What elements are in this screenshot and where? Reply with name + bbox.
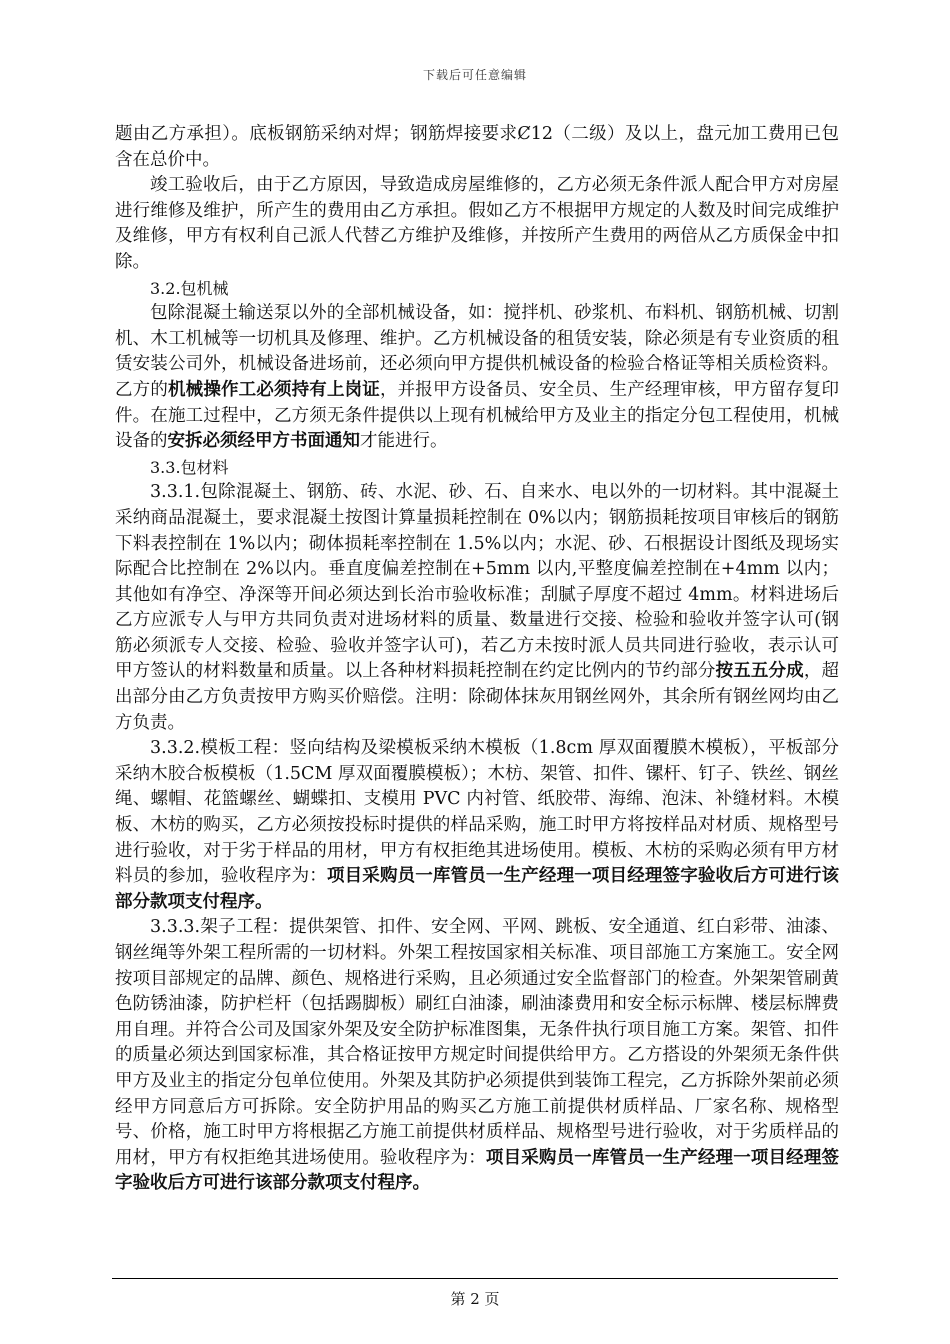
paragraph-text: ，超出部分由乙方负责按甲方购买价赔偿。注明：除砌体抹灰用钢丝网外，其余所有钢丝网均由乙方负责。: [115, 661, 840, 733]
paragraph-machinery: [115, 301, 839, 455]
heading-text: 3.3.包材料: [150, 457, 229, 477]
paragraph-formwork: [115, 736, 839, 915]
bold-text: 机械操作工必须持有上岗证: [168, 379, 380, 400]
heading-text: 3.2.包机械: [150, 278, 229, 298]
paragraph-text: 题由乙方承担）。底板钢筋采纳对焊；钢筋焊接要求Ȼ12（二级）及以上，盘元加工费用已包含在总价中。: [115, 124, 839, 170]
bold-text: 项目采购员一库管员一生产经理一项目经理签字验收后方可进行该部分款项支付程序。: [115, 866, 840, 912]
paragraph-text: 3.3.3.架子工程：提供架管、扣件、安全网、平网、跳板、安全通道、红白彩带、油漆、钢丝绳等外架工程所需的一切材料。外架工程按国家相关标准、项目部施工方案施工。安全网按项目部规定的品牌、颜色、规格进行采购，且必须通过安全监督部门的检查。外架架管刷黄色防锈油漆，防护栏杆（包括踢脚板）刷红白油漆，刷油漆费用和安全标示标牌、楼层标牌费用自理。并符合公司及国家外架及安全防护标准图集，无条件执行项目施工方案。架管、扣件的质量必须达到国家标准，其合格证按甲方规定时间提供给甲方。乙方搭设的外架须无条件供甲方及业主的指定分包单位使用。外架及其防护必须提供到装饰工程完，乙方拆除外架前必须经甲方同意后方可拆除。安全防护用品的购买乙方施工前提供材质样品、厂家名称、规格型号、价格，施工时甲方将根据乙方施工前提供材质样品、规格型号进行验收，对于劣质样品的用材，甲方有权拒绝其进场使用。验收程序为：: [115, 917, 839, 1168]
paragraph-text: 3.3.1.包除混凝土、钢筋、砖、水泥、砂、石、自来水、电以外的一切材料。其中混凝土采纳商品混凝土，要求混凝土按图计算量损耗控制在 0%以内；钢筋损耗按项目审核后的钢筋下料表控制在 1%以内；砌体损耗率控制在 1.5%以内；水泥、砂、石根据设计图纸及现场实际配合比控制在 2%以内。垂直度偏差控制在+5mm 以内,平整度偏差控制在+4mm 以内；其他如有净空、净深等开间必须达到长治市验收标准；刮腻子厚度不超过 4mm。材料进场后乙方应派专人与甲方共同负责对进场材料的质量、数量进行交接、检验和验收并签字认可(钢筋必须派专人交接、检验、验收并签字认可)，若乙方未按时派人员共同进行验收，表示认可甲方签认的材料数量和质量。以上各种材料损耗控制在约定比例内的节约部分: [115, 482, 839, 682]
page-header: 下载后可任意编辑: [422, 68, 527, 82]
paragraph-scaffolding: [115, 915, 839, 1197]
document-body: [115, 122, 839, 1197]
bold-text: 项目采购员一库管员一生产经理一项目经理签字验收后方可进行该部分款项支付程序。: [115, 1147, 840, 1194]
paragraph-text: 才能进行。: [360, 431, 448, 452]
paragraph-text: ，并报甲方设备员、安全员、生产经理审核，甲方留存复印件。在施工过程中，乙方须无条件提供以上现有机械给甲方及业主的指定分包工程使用，机械设备的: [115, 379, 840, 452]
bold-text: 安拆必须经甲方书面通知: [167, 431, 360, 452]
paragraph-text: 竣工验收后，由于乙方原因，导致造成房屋维修的，乙方必须无条件派人配合甲方对房屋进行维修及维护，所产生的费用由乙方承担。假如乙方不根据甲方规定的人数及时间完成维护及维修，甲方有权利自己派人代替乙方维护及维修，并按所产生费用的两倍从乙方质保金中扣除。: [115, 175, 839, 272]
paragraph-welding: [115, 122, 839, 173]
footer-divider: [112, 1278, 838, 1279]
paragraph-maintenance: [115, 173, 839, 275]
section-heading-3-3: [115, 455, 839, 481]
paragraph-text: 包除混凝土输送泵以外的全部机械设备，如：搅拌机、砂浆机、布料机、钢筋机械、切割机、木工机械等一切机具及修理、维护。乙方机械设备的租赁安装，除必须是有专业资质的租赁安装公司外，机械设备进场前，还必须向甲方提供机械设备的检验合格证等相关质检资料。乙方的: [115, 303, 839, 400]
paragraph-text: 3.3.2.模板工程：竖向结构及梁模板采纳木模板（1.8cm 厚双面覆膜木模板），平板部分采纳木胶合板模板（1.5CM 厚双面覆膜模板）；木枋、架管、扣件、镙杆、钉子、铁丝、钢丝绳、螺帽、花篮螺丝、蝴蝶扣、支模用 PVC 内衬管、纸胶带、海绵、泡沫、补缝材料。木模板、木枋的购买，乙方必须按投标时提供的样品采购，施工时甲方将按样品对材质、规格型号进行验收，对于劣于样品的用材，甲方有权拒绝其进场使用。模板、木枋的采购必须有甲方材料员的参加，验收程序为：: [115, 738, 839, 887]
paragraph-materials: [115, 480, 839, 736]
section-heading-3-2: [115, 276, 839, 302]
bold-text: 按五五分成: [715, 661, 804, 682]
page-number: 第 2 页: [450, 1290, 500, 1308]
